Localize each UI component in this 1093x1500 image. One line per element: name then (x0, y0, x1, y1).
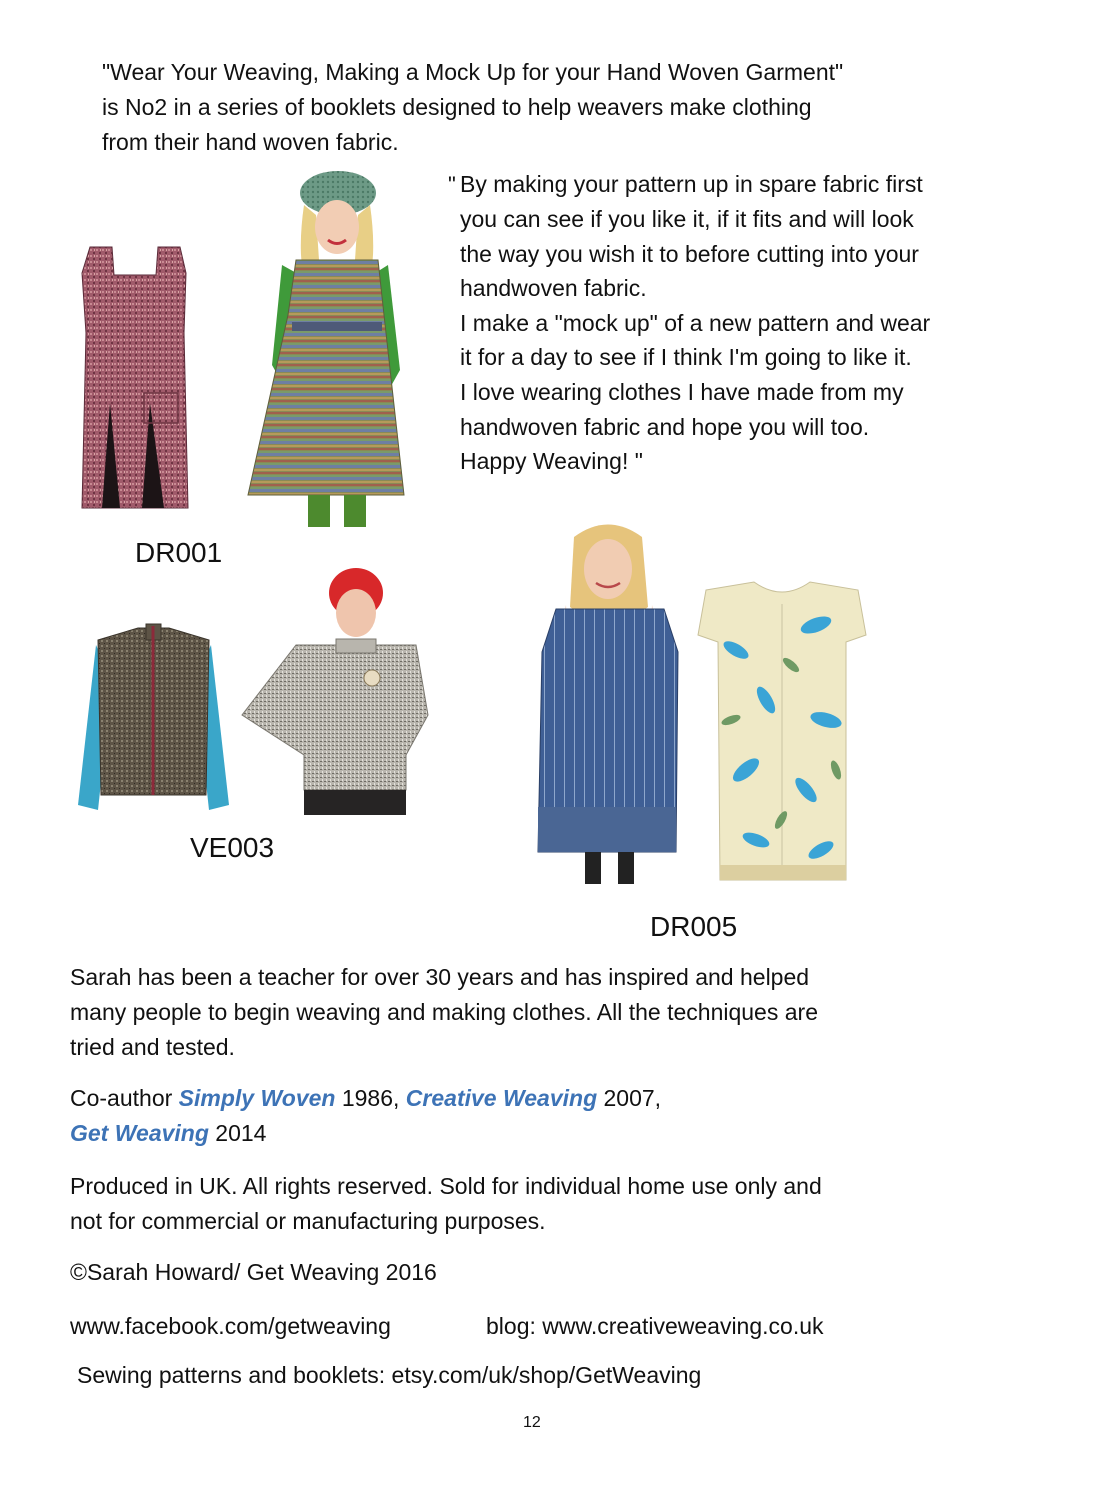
bio-line-3: tried and tested. (70, 1034, 235, 1060)
dr005-model-photo (530, 517, 690, 887)
copyright-notice: ©Sarah Howard/ Get Weaving 2016 (70, 1259, 437, 1285)
coauthor-line-1 (70, 1081, 661, 1116)
etsy-link: Sewing patterns and booklets: etsy.com/uk/shop/GetWeaving (77, 1362, 702, 1388)
ve003-jacket-photo (76, 620, 231, 815)
quote-line: I love wearing clothes I have made from my (460, 379, 904, 405)
bio-line-2: many people to begin weaving and making clothes. All the techniques are (70, 999, 818, 1025)
page-number: 12 (523, 1414, 541, 1431)
ve003-model-photo (236, 565, 436, 820)
rights-line-2: not for commercial or manufacturing purposes. (70, 1208, 546, 1234)
book-year: 2014 (208, 1120, 267, 1146)
quote-line: handwoven fabric and hope you will too. (460, 414, 870, 440)
quote-line: Happy Weaving! " (460, 448, 643, 474)
book-creative-weaving: Creative Weaving (405, 1085, 598, 1111)
dr005-label: DR005 (650, 911, 738, 942)
intro-line-1: "Wear Your Weaving, Making a Mock Up for your Hand Woven Garment" (102, 59, 844, 85)
blog-link: blog: www.creativeweaving.co.uk (486, 1313, 824, 1339)
dr001-label: DR001 (135, 537, 223, 568)
intro-line-3: from their hand woven fabric. (102, 129, 399, 155)
quote-open-mark: " (448, 172, 456, 197)
quote-line: the way you wish it to before cutting into your (460, 241, 919, 267)
coauthor-line-2 (70, 1116, 266, 1151)
dr001-model-photo (236, 165, 406, 535)
coauthor-prefix: Co-author (70, 1085, 179, 1111)
book-year: 2007, (597, 1085, 662, 1111)
quote-line: I make a "mock up" of a new pattern and wear (460, 310, 931, 336)
quote-line: it for a day to see if I think I'm going to like it. (460, 344, 912, 370)
dr005-floral-dress-photo (696, 580, 868, 885)
quote-line: you can see if you like it, if it fits and will look (460, 206, 914, 232)
quote-line: By making your pattern up in spare fabric first (460, 171, 923, 197)
quote-line: handwoven fabric. (460, 275, 647, 301)
book-get-weaving: Get Weaving (70, 1120, 209, 1146)
ve003-label: VE003 (190, 832, 275, 863)
facebook-link: www.facebook.com/getweaving (70, 1313, 391, 1339)
bio-line-1: Sarah has been a teacher for over 30 years and has inspired and helped (70, 964, 810, 990)
intro-line-2: is No2 in a series of booklets designed to help weavers make clothing (102, 94, 812, 120)
rights-line-1: Produced in UK. All rights reserved. Sold for individual home use only and (70, 1173, 822, 1199)
book-year: 1986, (335, 1085, 406, 1111)
book-simply-woven: Simply Woven (178, 1085, 336, 1111)
dr001-dress-photo (72, 243, 197, 528)
